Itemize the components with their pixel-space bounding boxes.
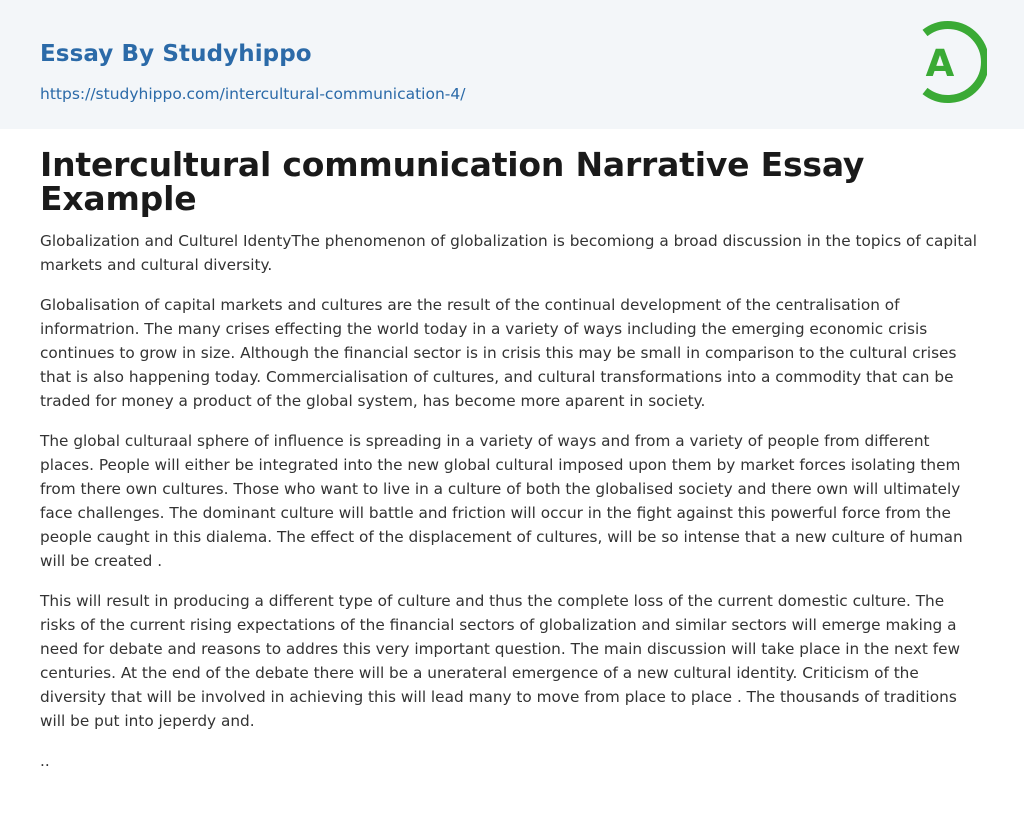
truncation-ellipsis: .. <box>40 752 50 770</box>
logo-letter: A <box>925 42 955 85</box>
page-url-link[interactable]: https://studyhippo.com/intercultural-communication-4/ <box>40 85 466 103</box>
paragraph-4: This will result in producing a different type of culture and thus the complete loss of the current domestic culture. The risks of the current rising expectations of the financial sectors of globalization and similar sectors will emerge making a need for debate and reasons to addres this very important question. The main discussion will take place in the next few centuries. At the end of the debate there will be a unerateral emergence of a new cultural identity. Criticism of the diversity that will be involved in achieving this will lead many to move from place to place . The thousands of traditions will be put into jeperdy and. <box>40 592 961 730</box>
paragraph-2: Globalisation of capital markets and cultures are the result of the continual development of the centralisation of informatrion. The many crises effecting the world today in a variety of ways including the emerging economic crisis continues to grow in size. Although the financial sector is in crisis this may be small in comparison to the cultural crises that is also happening today. Commercialisation of cultures, and cultural transformations into a commodity that can be traded for money a product of the global system, has become more aparent in society. <box>40 296 957 410</box>
paragraph-1: Globalization and Culturel IdentyThe phenomenon of globalization is becomiong a broad discussion in the topics of capital markets and cultural diversity. <box>40 232 978 274</box>
article-title: Intercultural communication Narrative Essay Example <box>40 145 865 218</box>
studyhippo-logo-icon[interactable] <box>913 19 987 105</box>
article-body <box>40 145 984 773</box>
site-header <box>0 0 1024 129</box>
paragraph-3: The global culturaal sphere of influence is spreading in a variety of ways and from a variety of people from different places. People will either be integrated into the new global cultural imposed upon them by market forces isolating them from there own cultures. Those who want to live in a culture of both the globalised society and there own will ultimately face challenges. The dominant culture will battle and friction will occur in the fight against this powerful force from the people caught in this dialema. The effect of the displacement of cultures, will be so intense that a new culture of human will be created . <box>40 432 963 570</box>
site-brand[interactable]: Essay By Studyhippo <box>40 41 312 67</box>
